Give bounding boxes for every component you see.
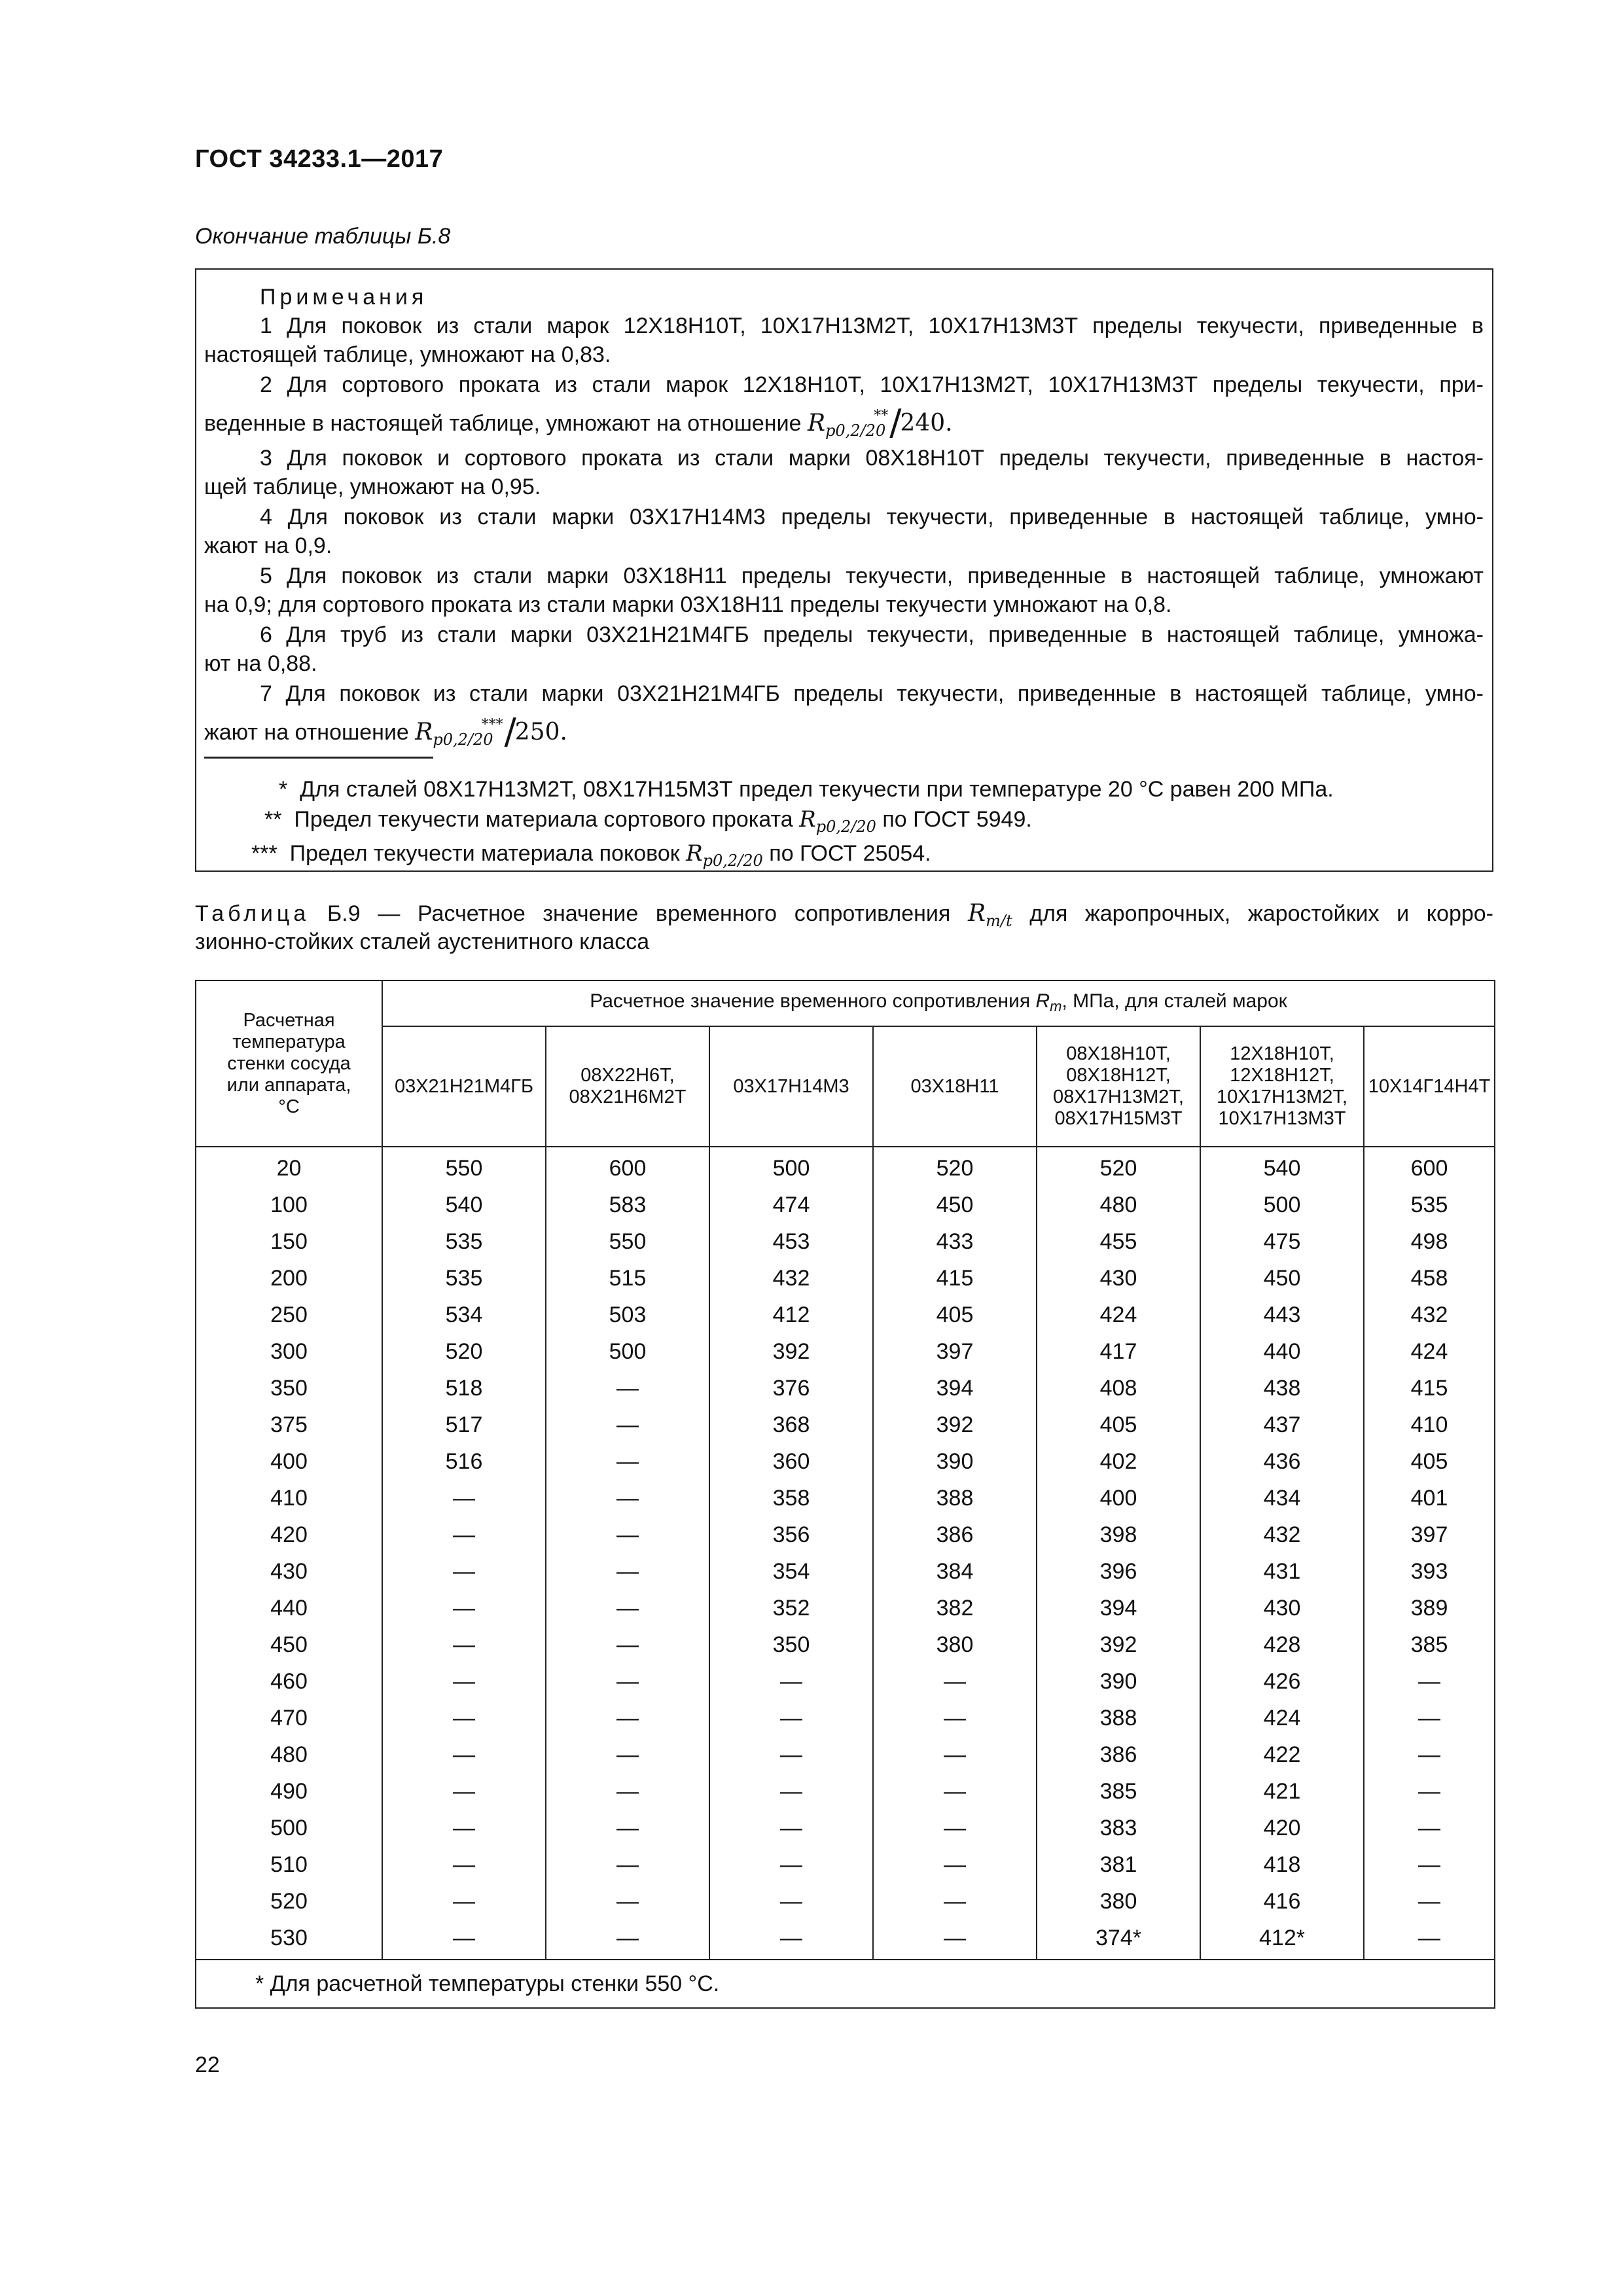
note-7-divisor: 250.	[514, 719, 567, 745]
strength-value-cell: 424	[1037, 1297, 1200, 1333]
footnote-3-text-a: Предел текучести материала поковок	[289, 841, 680, 866]
table-row	[196, 1663, 1495, 1700]
footnote-3-r	[686, 840, 763, 870]
note-2-r-superscript: **	[874, 408, 889, 424]
temperature-header-line: °С	[278, 1096, 300, 1117]
strength-value-cell: —	[546, 1443, 709, 1480]
strength-value-cell: 432	[1200, 1516, 1364, 1553]
temperature-cell: 100	[196, 1187, 382, 1223]
temperature-cell: 510	[196, 1846, 382, 1883]
strength-value-cell: —	[546, 1626, 709, 1663]
strength-value-cell: 394	[873, 1370, 1037, 1407]
strength-value-cell: 360	[709, 1443, 873, 1480]
strength-value-cell: 503	[546, 1297, 709, 1333]
steel-grade-header	[1037, 1026, 1200, 1147]
temperature-header-line: стенки сосуда	[227, 1052, 351, 1074]
strength-value-cell: —	[873, 1773, 1037, 1810]
note-2-line-2	[204, 403, 953, 444]
strength-value-cell: 405	[1037, 1407, 1200, 1443]
strength-value-cell: —	[709, 1810, 873, 1846]
strength-value-cell: 424	[1364, 1333, 1495, 1370]
note-5-line-1: 5 Для поковок из стали марки 03Х18Н11 пределы текучести, приведенные в настоящей таблице, умножают	[260, 564, 1484, 588]
strength-value-cell: 520	[873, 1147, 1037, 1187]
strength-value-cell: —	[873, 1883, 1037, 1920]
steel-grade-header	[546, 1026, 709, 1147]
steel-grade-header	[382, 1026, 546, 1147]
table-row	[196, 1700, 1495, 1736]
strength-value-cell: 434	[1200, 1480, 1364, 1516]
strength-table	[195, 980, 1495, 2009]
steel-grade-label: 03Х18Н11	[910, 1075, 999, 1097]
strength-value-cell: —	[1364, 1810, 1495, 1846]
table-row	[196, 1516, 1495, 1553]
strength-value-cell: 382	[873, 1590, 1037, 1626]
footnote-2-r-subscript: p0,2/20	[815, 817, 876, 836]
footnote-3-mark: ***	[251, 841, 277, 866]
temperature-cell: 470	[196, 1700, 382, 1736]
table-row	[196, 1407, 1495, 1443]
strength-value-cell: 520	[382, 1333, 546, 1370]
note-7-r-superscript: ***	[481, 717, 503, 733]
strength-value-cell: 432	[1364, 1297, 1495, 1333]
strength-value-cell: 381	[1037, 1846, 1200, 1883]
strength-value-cell: 350	[709, 1626, 873, 1663]
strength-value-cell: —	[873, 1846, 1037, 1883]
notes-title: Примечания	[260, 285, 428, 310]
note-7-line-2	[204, 712, 567, 753]
footnote-rule	[204, 757, 433, 759]
table-row	[196, 1626, 1495, 1663]
strength-value-cell: 450	[1200, 1260, 1364, 1297]
group-header-r-subscript: m	[1050, 997, 1062, 1014]
strength-value-cell: —	[1364, 1736, 1495, 1773]
group-header-r-symbol: R	[1035, 990, 1050, 1012]
strength-value-cell: 384	[873, 1553, 1037, 1590]
steel-grade-label: 10Х14Г14Н4Т	[1368, 1075, 1491, 1097]
steel-grade-label: 08Х22Н6Т,	[580, 1065, 675, 1086]
strength-value-cell: —	[1364, 1663, 1495, 1700]
strength-value-cell: 401	[1364, 1480, 1495, 1516]
strength-value-cell: 422	[1200, 1736, 1364, 1773]
temperature-cell: 460	[196, 1663, 382, 1700]
temperature-cell: 410	[196, 1480, 382, 1516]
strength-value-cell: 417	[1037, 1333, 1200, 1370]
strength-value-cell: 517	[382, 1407, 546, 1443]
note-3-line-2: щей таблице, умножают на 0,95.	[204, 475, 541, 499]
strength-value-cell: —	[546, 1370, 709, 1407]
note-2-r-subscript: p0,2/20	[825, 422, 886, 440]
table-title-line-1	[195, 900, 1493, 930]
strength-value-cell: 354	[709, 1553, 873, 1590]
note-7-text: жают на отношение	[204, 720, 409, 745]
steel-grade-label: 08Х18Н12Т,	[1066, 1065, 1171, 1086]
strength-value-cell: 535	[382, 1260, 546, 1297]
strength-value-cell: 388	[1037, 1700, 1200, 1736]
strength-value-cell: 386	[873, 1516, 1037, 1553]
strength-value-cell: 550	[382, 1147, 546, 1187]
strength-value-cell: 498	[1364, 1223, 1495, 1260]
strength-value-cell: 352	[709, 1590, 873, 1626]
strength-value-cell: 550	[546, 1223, 709, 1260]
table-row	[196, 1480, 1495, 1516]
strength-value-cell: —	[546, 1480, 709, 1516]
strength-value-cell: —	[546, 1883, 709, 1920]
strength-value-cell: 424	[1200, 1700, 1364, 1736]
strength-value-cell: 397	[1364, 1516, 1495, 1553]
temperature-cell: 150	[196, 1223, 382, 1260]
group-header-text-a: Расчетное значение временного сопротивления	[590, 990, 1031, 1012]
temperature-cell: 490	[196, 1773, 382, 1810]
strength-value-cell: 390	[1037, 1663, 1200, 1700]
steel-grade-header	[873, 1026, 1037, 1147]
table-row	[196, 1223, 1495, 1260]
steel-grade-label: 08Х21Н6М2Т	[569, 1086, 687, 1107]
temperature-cell: 375	[196, 1407, 382, 1443]
footnote-2-r	[799, 806, 876, 836]
strength-value-cell: 415	[1364, 1370, 1495, 1407]
note-4-line-1: 4 Для поковок из стали марки 03Х17Н14М3 пределы текучести, приведенные в настоящей таблице, умно-	[260, 505, 1484, 529]
strength-value-cell: 437	[1200, 1407, 1364, 1443]
strength-value-cell: —	[709, 1736, 873, 1773]
strength-value-cell: —	[382, 1480, 546, 1516]
strength-value-cell: 518	[382, 1370, 546, 1407]
footnote-2-text-a: Предел текучести материала сортового проката	[294, 807, 793, 832]
steel-grade-label: 12Х18Н12Т,	[1230, 1065, 1334, 1086]
strength-value-cell: —	[873, 1663, 1037, 1700]
temperature-cell: 440	[196, 1590, 382, 1626]
temperature-cell: 430	[196, 1553, 382, 1590]
footnote-1	[279, 776, 1334, 802]
note-2-divisor: 240.	[900, 410, 953, 437]
strength-value-cell: —	[709, 1773, 873, 1810]
steel-grade-header	[1364, 1026, 1495, 1147]
strength-value-cell: —	[382, 1516, 546, 1553]
strength-value-cell: 583	[546, 1187, 709, 1223]
strength-value-cell: 420	[1200, 1810, 1364, 1846]
table-row	[196, 1443, 1495, 1480]
strength-value-cell: 515	[546, 1260, 709, 1297]
strength-value-cell: —	[382, 1846, 546, 1883]
table-continuation-caption: Окончание таблицы Б.8	[195, 224, 451, 249]
note-7-r-symbol: R	[415, 719, 433, 745]
strength-value-cell: —	[709, 1846, 873, 1883]
strength-value-cell: 393	[1364, 1553, 1495, 1590]
strength-value-cell: 385	[1037, 1773, 1200, 1810]
strength-value-cell: 433	[873, 1223, 1037, 1260]
strength-value-cell: 475	[1200, 1223, 1364, 1260]
group-header-text-b: , МПа, для сталей марок	[1061, 990, 1287, 1012]
strength-value-cell: 450	[873, 1187, 1037, 1223]
steel-grade-label: 08Х18Н10Т,	[1066, 1043, 1171, 1064]
strength-value-cell: 396	[1037, 1553, 1200, 1590]
footnote-3-r-subscript: p0,2/20	[702, 852, 763, 870]
strength-value-cell: —	[709, 1663, 873, 1700]
steel-grade-label: 08Х17Н13М2Т,	[1053, 1086, 1184, 1107]
strength-value-cell: —	[1364, 1846, 1495, 1883]
note-2-r-symbol: R	[807, 410, 826, 437]
note-7-slash: /	[504, 711, 516, 752]
strength-value-cell: 376	[709, 1370, 873, 1407]
strength-value-cell: —	[1364, 1773, 1495, 1810]
strength-value-cell: 540	[382, 1187, 546, 1223]
strength-value-cell: —	[546, 1810, 709, 1846]
note-2-text: веденные в настоящей таблице, умножают на отношение	[204, 411, 802, 436]
note-7-r-subscript: p0,2/20	[433, 730, 493, 749]
strength-value-cell: —	[546, 1920, 709, 1960]
table-row	[196, 1297, 1495, 1333]
footnote-2-text-b: по ГОСТ 5949.	[882, 807, 1032, 832]
strength-value-cell: 392	[709, 1333, 873, 1370]
strength-value-cell: —	[1364, 1700, 1495, 1736]
strength-value-cell: —	[546, 1590, 709, 1626]
note-7-ratio	[415, 711, 567, 752]
notes-box	[195, 268, 1493, 872]
note-7-line-1: 7 Для поковок из стали марки 03Х21Н21М4ГБ пределы текучести, приведенные в настоящей таблице, умно-	[260, 681, 1484, 706]
strength-value-cell: —	[546, 1407, 709, 1443]
strength-value-cell: —	[546, 1773, 709, 1810]
strength-value-cell: 600	[546, 1147, 709, 1187]
footnote-2	[264, 806, 1032, 840]
strength-value-cell: —	[382, 1590, 546, 1626]
table-row	[196, 1260, 1495, 1297]
strength-value-cell: 540	[1200, 1147, 1364, 1187]
table-row	[196, 1736, 1495, 1773]
temperature-header-line: или аппарата,	[226, 1074, 351, 1096]
strength-value-cell: 402	[1037, 1443, 1200, 1480]
strength-value-cell: 431	[1200, 1553, 1364, 1590]
strength-value-cell: —	[546, 1700, 709, 1736]
table-row	[196, 1147, 1495, 1187]
note-6-line-2: ют на 0,88.	[204, 651, 317, 676]
strength-value-cell: 436	[1200, 1443, 1364, 1480]
table-row	[196, 1920, 1495, 1960]
strength-value-cell: 405	[873, 1297, 1037, 1333]
temperature-header-line: температура	[232, 1031, 346, 1052]
strength-value-cell: 534	[382, 1297, 546, 1333]
strength-value-cell: —	[382, 1810, 546, 1846]
table-row	[196, 1553, 1495, 1590]
footnote-3-text-b: по ГОСТ 25054.	[769, 841, 931, 866]
strength-value-cell: 412	[709, 1297, 873, 1333]
strength-value-cell: 405	[1364, 1443, 1495, 1480]
steel-grade-header	[709, 1026, 873, 1147]
strength-value-cell: —	[546, 1663, 709, 1700]
strength-value-cell: 410	[1364, 1407, 1495, 1443]
strength-value-cell: 385	[1364, 1626, 1495, 1663]
strength-value-cell: 480	[1037, 1187, 1200, 1223]
strength-value-cell: 416	[1200, 1883, 1364, 1920]
strength-value-cell: 428	[1200, 1626, 1364, 1663]
strength-value-cell: 388	[873, 1480, 1037, 1516]
strength-value-cell: 389	[1364, 1590, 1495, 1626]
strength-value-cell: —	[382, 1700, 546, 1736]
table-row	[196, 1370, 1495, 1407]
group-header	[382, 980, 1495, 1026]
note-2-ratio	[807, 402, 953, 443]
strength-value-cell: 430	[1200, 1590, 1364, 1626]
temperature-cell: 450	[196, 1626, 382, 1663]
strength-value-cell: 432	[709, 1260, 873, 1297]
page-number: 22	[195, 2053, 220, 2077]
footnote-2-r-symbol: R	[799, 806, 816, 833]
note-1-line-2: настоящей таблице, умножают на 0,83.	[204, 342, 611, 367]
steel-grade-label: 03Х17Н14М3	[733, 1075, 849, 1097]
strength-value-cell: —	[1364, 1883, 1495, 1920]
table-title-r-symbol: R	[967, 900, 986, 927]
strength-value-cell: 397	[873, 1333, 1037, 1370]
strength-value-cell: 368	[709, 1407, 873, 1443]
strength-value-cell: —	[546, 1736, 709, 1773]
footnote-3-r-symbol: R	[686, 840, 703, 867]
strength-value-cell: 398	[1037, 1516, 1200, 1553]
temperature-column-header	[196, 980, 382, 1147]
strength-value-cell: 408	[1037, 1370, 1200, 1407]
footnote-2-mark: **	[264, 807, 282, 832]
strength-value-cell: 421	[1200, 1773, 1364, 1810]
table-row	[196, 1810, 1495, 1846]
steel-grade-header	[1200, 1026, 1364, 1147]
strength-value-cell: —	[873, 1810, 1037, 1846]
temperature-cell: 300	[196, 1333, 382, 1370]
strength-value-cell: 374*	[1037, 1920, 1200, 1960]
strength-value-cell: —	[873, 1736, 1037, 1773]
strength-value-cell: 440	[1200, 1333, 1364, 1370]
temperature-cell: 250	[196, 1297, 382, 1333]
note-5-line-2: на 0,9; для сортового проката из стали марки 03Х18Н11 пределы текучести умножают на 0,8.	[204, 592, 1172, 617]
strength-value-cell: 392	[873, 1407, 1037, 1443]
table-title-line-2: зионно-стойких сталей аустенитного класса	[195, 929, 650, 954]
strength-value-cell: 443	[1200, 1297, 1364, 1333]
temperature-cell: 520	[196, 1883, 382, 1920]
note-3-line-1: 3 Для поковок и сортового проката из стали марки 08Х18Н10Т пределы текучести, приведенные в настоя-	[260, 446, 1484, 471]
steel-grade-label: 10Х17Н13М3Т	[1218, 1108, 1346, 1129]
temperature-cell: 480	[196, 1736, 382, 1773]
strength-value-cell: —	[382, 1920, 546, 1960]
strength-value-cell: 535	[1364, 1187, 1495, 1223]
strength-value-cell: 500	[709, 1147, 873, 1187]
strength-value-cell: 474	[709, 1187, 873, 1223]
strength-value-cell: —	[709, 1883, 873, 1920]
strength-value-cell: —	[1364, 1920, 1495, 1960]
temperature-cell: 530	[196, 1920, 382, 1960]
strength-value-cell: 380	[1037, 1883, 1200, 1920]
steel-grade-label: 10Х17Н13М2Т,	[1217, 1086, 1347, 1107]
strength-value-cell: 453	[709, 1223, 873, 1260]
strength-value-cell: 356	[709, 1516, 873, 1553]
strength-value-cell: 516	[382, 1443, 546, 1480]
table-row	[196, 1846, 1495, 1883]
strength-value-cell: —	[382, 1883, 546, 1920]
strength-value-cell: —	[546, 1553, 709, 1590]
table-row	[196, 1883, 1495, 1920]
table-row	[196, 1773, 1495, 1810]
table-title-r	[967, 900, 1012, 930]
strength-value-cell: 394	[1037, 1590, 1200, 1626]
strength-value-cell: 380	[873, 1626, 1037, 1663]
strength-value-cell: —	[873, 1920, 1037, 1960]
strength-value-cell: 458	[1364, 1260, 1495, 1297]
temperature-cell: 200	[196, 1260, 382, 1297]
steel-grade-label: 12Х18Н10Т,	[1230, 1043, 1334, 1064]
document-header: ГОСТ 34233.1—2017	[195, 145, 444, 173]
strength-value-cell: 500	[1200, 1187, 1364, 1223]
note-2-line-1: 2 Для сортового проката из стали марок 12Х18Н10Т, 10Х17Н13М2Т, 10Х17Н13М3Т пределы текучести, при-	[260, 372, 1484, 397]
strength-value-cell: 392	[1037, 1626, 1200, 1663]
temperature-cell: 400	[196, 1443, 382, 1480]
steel-grade-label: 03Х21Н21М4ГБ	[394, 1075, 534, 1097]
temperature-cell: 20	[196, 1147, 382, 1187]
strength-value-cell: 455	[1037, 1223, 1200, 1260]
table-title-number: Б.9 — Расчетное значение временного сопротивления	[327, 901, 951, 926]
strength-value-cell: —	[873, 1700, 1037, 1736]
note-1-line-1: 1 Для поковок из стали марок 12Х18Н10Т, 10Х17Н13М2Т, 10Х17Н13М3Т пределы текучести, приведенные в	[260, 314, 1484, 338]
footnote-3	[251, 840, 931, 874]
strength-value-cell: 520	[1037, 1147, 1200, 1187]
strength-value-cell: 390	[873, 1443, 1037, 1480]
footnote-1-text: Для сталей 08Х17Н13М2Т, 08Х17Н15М3Т предел текучести при температуре 20 °С равен 200 МПа.	[300, 777, 1334, 802]
note-4-line-2: жают на 0,9.	[204, 533, 332, 558]
strength-value-cell: 415	[873, 1260, 1037, 1297]
table-row	[196, 1187, 1495, 1223]
strength-value-cell: 535	[382, 1223, 546, 1260]
table-title-label: Таблица	[195, 901, 310, 926]
temperature-cell: 500	[196, 1810, 382, 1846]
note-2-slash: /	[889, 402, 902, 443]
steel-grade-label: 08Х17Н15М3Т	[1054, 1108, 1183, 1129]
strength-value-cell: —	[709, 1920, 873, 1960]
temperature-header-line: Расчетная	[243, 1009, 335, 1031]
strength-value-cell: —	[382, 1663, 546, 1700]
table-row	[196, 1590, 1495, 1626]
note-6-line-1: 6 Для труб из стали марки 03Х21Н21М4ГБ пределы текучести, приведенные в настоящей таблице, умножа-	[260, 622, 1484, 647]
temperature-cell: 420	[196, 1516, 382, 1553]
strength-value-cell: —	[382, 1626, 546, 1663]
strength-value-cell: 426	[1200, 1663, 1364, 1700]
strength-value-cell: 412*	[1200, 1920, 1364, 1960]
strength-value-cell: 383	[1037, 1810, 1200, 1846]
strength-value-cell: 400	[1037, 1480, 1200, 1516]
strength-value-cell: 418	[1200, 1846, 1364, 1883]
strength-value-cell: 358	[709, 1480, 873, 1516]
strength-value-cell: 600	[1364, 1147, 1495, 1187]
strength-value-cell: —	[382, 1553, 546, 1590]
strength-value-cell: —	[546, 1846, 709, 1883]
table-footnote: * Для расчетной температуры стенки 550 °С.	[196, 1960, 1495, 2008]
strength-value-cell: —	[382, 1773, 546, 1810]
strength-value-cell: 438	[1200, 1370, 1364, 1407]
strength-value-cell: 430	[1037, 1260, 1200, 1297]
strength-value-cell: —	[382, 1736, 546, 1773]
table-title-rest: для жаропрочных, жаростойких и корро-	[1029, 901, 1493, 926]
strength-value-cell: 386	[1037, 1736, 1200, 1773]
strength-value-cell: —	[709, 1700, 873, 1736]
temperature-cell: 350	[196, 1370, 382, 1407]
footnote-1-mark: *	[279, 777, 288, 802]
table-row	[196, 1333, 1495, 1370]
table-title-r-subscript: m/t	[986, 912, 1012, 930]
strength-value-cell: 500	[546, 1333, 709, 1370]
strength-value-cell: —	[546, 1516, 709, 1553]
